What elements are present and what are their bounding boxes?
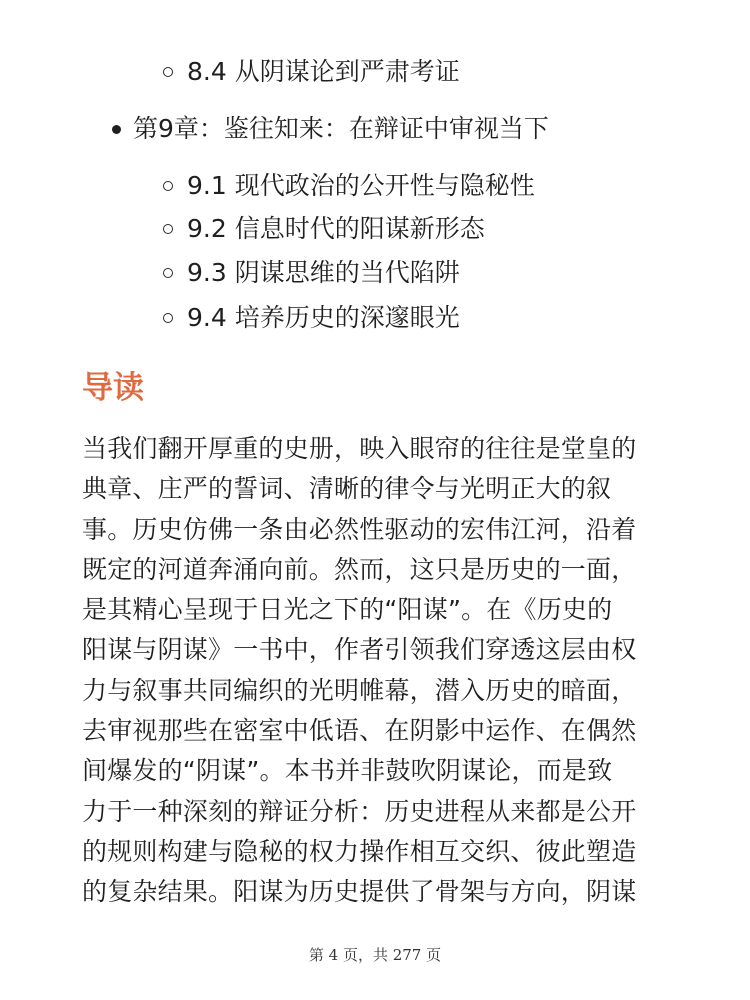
paragraph-line: 力与叙事共同编织的光明帷幕，潜入历史的暗面， xyxy=(82,675,637,705)
solid-bullet-icon xyxy=(112,125,121,134)
hollow-bullet-icon xyxy=(163,67,173,77)
intro-paragraph xyxy=(82,429,672,913)
toc-item-label: 9.2 信息时代的阳谋新形态 xyxy=(187,214,485,243)
hollow-bullet-icon xyxy=(163,313,173,323)
paragraph-line: 是其精心呈现于日光之下的“阳谋”。在《历史的 xyxy=(82,595,613,625)
page-number: 第 4 页，共 277 页 xyxy=(308,946,442,964)
section-heading: 导读 xyxy=(82,370,144,406)
toc-item-label: 第9章：鉴往知来：在辩证中审视当下 xyxy=(133,114,549,143)
paragraph-line: 典章、庄严的誓词、清晰的律令与光明正大的叙 xyxy=(82,474,612,504)
toc-item-label: 9.4 培养历史的深邃眼光 xyxy=(187,303,460,332)
paragraph-line: 既定的河道奔涌向前。然而，这只是历史的一面， xyxy=(82,554,637,584)
toc-item-label: 8.4 从阴谋论到严肃考证 xyxy=(187,57,460,86)
paragraph-line: 去审视那些在密室中低语、在阴影中运作、在偶然 xyxy=(82,716,637,746)
paragraph-line: 力于一种深刻的辩证分析：历史进程从来都是公开 xyxy=(82,796,637,826)
paragraph-line: 的复杂结果。阳谋为历史提供了骨架与方向，阴谋 xyxy=(82,877,637,907)
hollow-bullet-icon xyxy=(163,268,173,278)
toc-item-label: 9.1 现代政治的公开性与隐秘性 xyxy=(187,171,535,200)
toc-item-9-4 xyxy=(163,301,460,335)
toc-item-label: 9.3 阴谋思维的当代陷阱 xyxy=(187,258,460,287)
hollow-bullet-icon xyxy=(163,224,173,234)
paragraph-line: 当我们翻开厚重的史册，映入眼帘的往往是堂皇的 xyxy=(82,434,637,463)
toc-chapter-9 xyxy=(112,112,549,146)
paragraph-line: 事。历史仿佛一条由必然性驱动的宏伟江河，沿着 xyxy=(82,514,637,544)
paragraph-line: 的规则构建与隐秘的权力操作相互交织、彼此塑造 xyxy=(82,836,637,866)
paragraph-line: 阳谋与阴谋》一书中，作者引领我们穿透这层由权 xyxy=(82,635,637,665)
toc-item-9-1 xyxy=(163,169,535,203)
toc-item-8-4 xyxy=(163,55,460,89)
toc-item-9-3 xyxy=(163,256,460,290)
toc-item-9-2 xyxy=(163,212,485,246)
hollow-bullet-icon xyxy=(163,181,173,191)
paragraph-line: 间爆发的“阴谋”。本书并非鼓吹阴谋论，而是致 xyxy=(82,756,613,786)
